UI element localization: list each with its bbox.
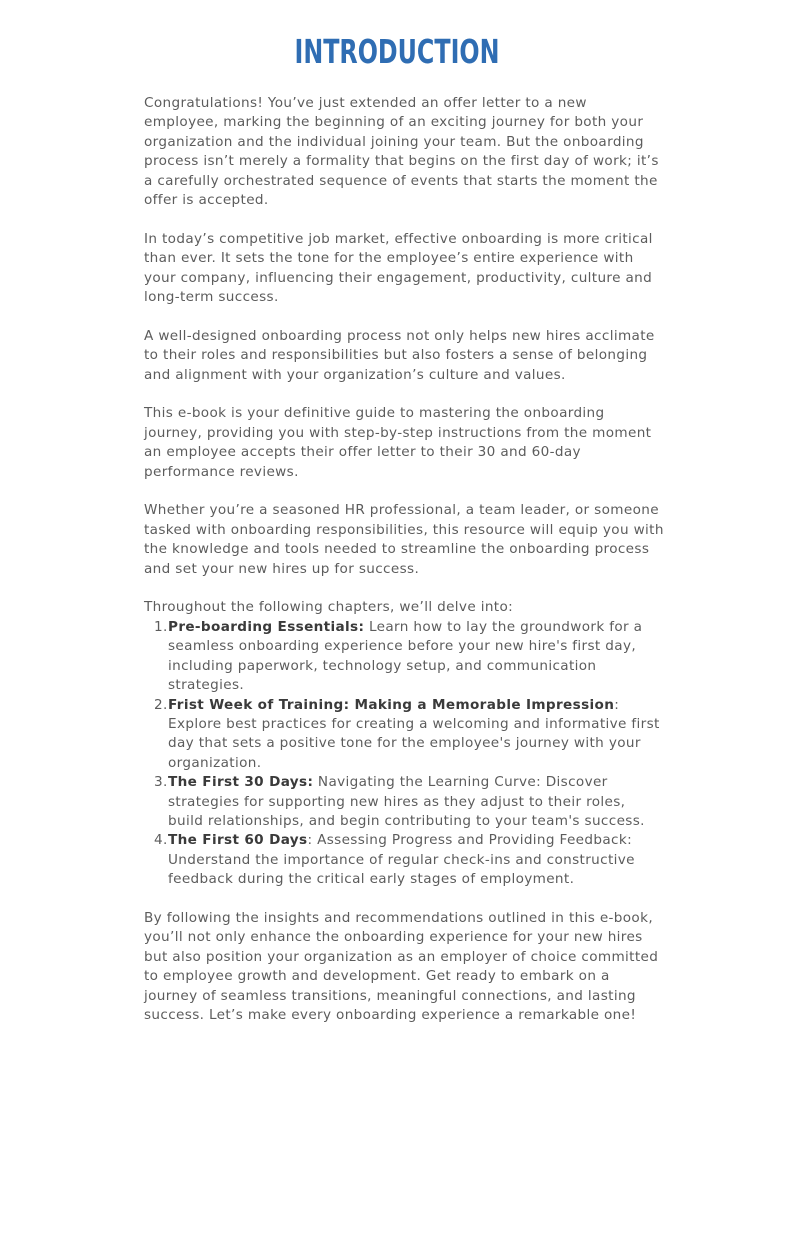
list-number: 3. [154, 774, 168, 791]
paragraph-audience: Whether you’re a seasoned HR professional, a team leader, or someone tasked with onboarding responsibilities, this resource will equip you with the knowledge and tools needed to streamline the onboarding process and set your new hires up for success. [144, 502, 664, 577]
chapter-heading: The First 30 Days: [168, 774, 314, 791]
chapter-description: : Explore best practices for creating a welcoming and informative first day that sets a positive tone for the employee's journey with your organization. [168, 696, 660, 771]
paragraph-ebook-guide: This e-book is your definitive guide to mastering the onboarding journey, providing you with step-by-step instructions from the moment an employee accepts their offer letter to their 30 and 60-day performance reviews. [144, 405, 652, 480]
chapter-heading: Frist Week of Training: Making a Memorable Impression [168, 696, 615, 713]
paragraph-job-market: In today’s competitive job market, effective onboarding is more critical than ever. It sets the tone for the employee’s entire experience with your company, influencing their engagement, productivity, culture and long-term success. [144, 230, 653, 306]
paragraph-well-designed: A well-designed onboarding process not only helps new hires acclimate to their roles and responsibilities but also fosters a sense of belonging and alignment with your organization’s culture and values. [144, 327, 655, 383]
list-item [144, 773, 664, 831]
list-number: 4. [154, 832, 168, 849]
page-title: INTRODUCTION [294, 32, 500, 71]
chapter-description: Learn how to lay the groundwork for a seamless onboarding experience before your new hire's first day, including paperwork, technology setup, and communication strategies. [168, 618, 643, 694]
list-number: 2. [154, 696, 168, 713]
chapter-description: : Assessing Progress and Providing Feedback: Understand the importance of regular check-ins and constructive feedback during the critical early stages of employment. [168, 832, 635, 888]
list-item [144, 696, 664, 774]
chapter-list [144, 618, 664, 890]
paragraph-intro: Congratulations! You’ve just extended an offer letter to a new employee, marking the beginning of an exciting journey for both your organization and the individual joining your team. But the onboarding process isn’t merely a formality that begins on the first day of work; it’s a carefully orchestrated sequence of events that starts the moment the offer is accepted. [144, 95, 659, 209]
paragraph-chapters-lead: Throughout the following chapters, we’ll delve into: [144, 599, 514, 616]
list-item [144, 831, 664, 889]
chapter-description: Navigating the Learning Curve: Discover strategies for supporting new hires as they adjust to their roles, build relationships, and begin contributing to your team's success. [168, 774, 645, 829]
body-text [144, 94, 664, 1045]
list-item [144, 618, 664, 696]
paragraph-closing: By following the insights and recommendations outlined in this e-book, you’ll not only enhance the onboarding experience for your new hires but also position your organization as an employer of choice committed to employee growth and development. Get ready to embark on a journey of seamless transitions, meaningful connections, and lasting success. Let’s make every onboarding experience a remarkable one! [144, 909, 659, 1023]
chapter-heading: Pre-boarding Essentials: [168, 618, 365, 635]
list-number: 1. [154, 618, 168, 635]
chapter-heading: The First 60 Days [168, 832, 308, 849]
